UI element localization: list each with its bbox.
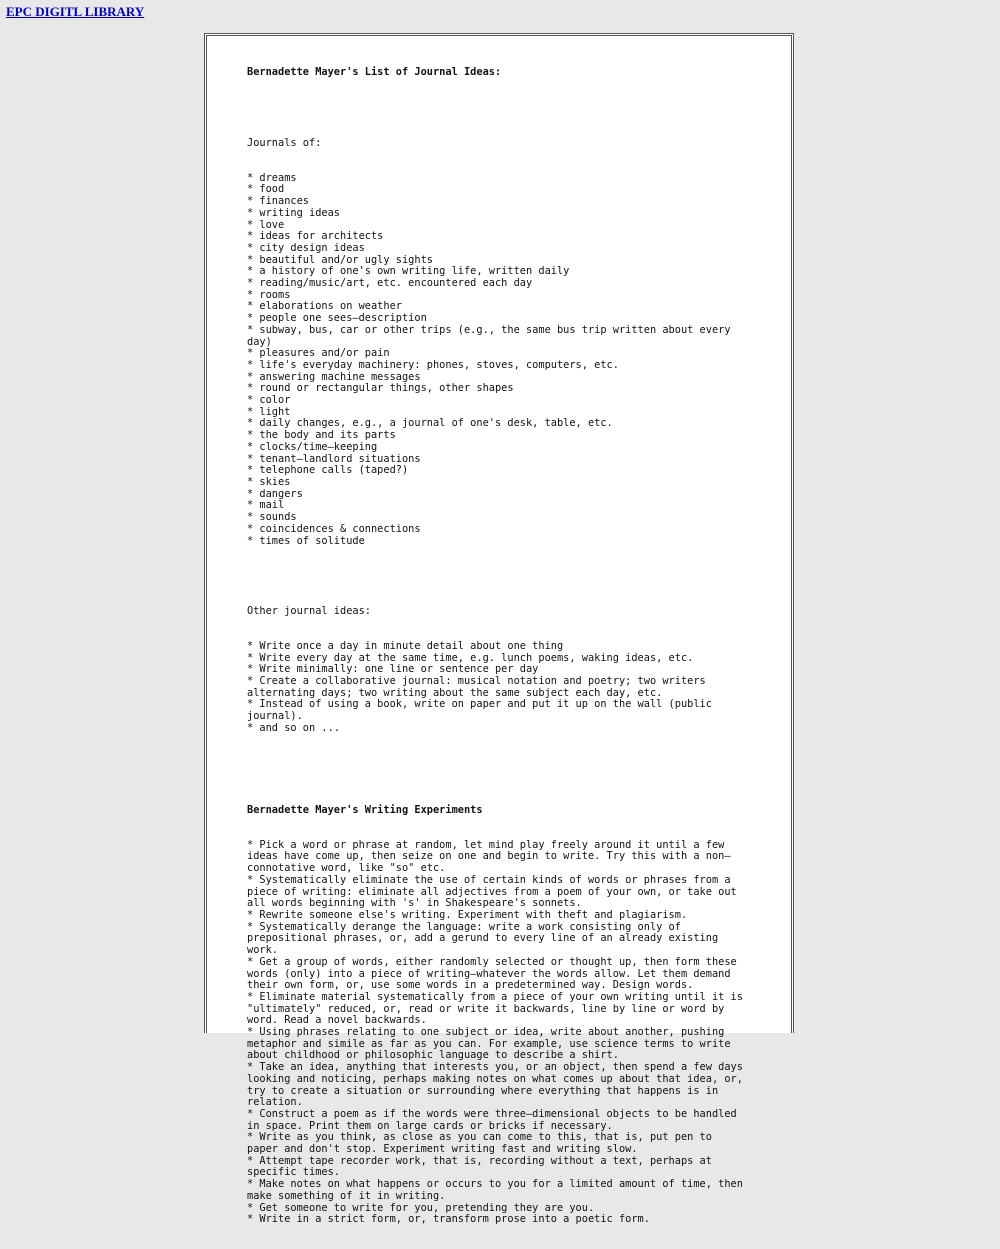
list-item: * city design ideas — [247, 241, 365, 254]
list-item: * Create a collaborative journal: musical notation and poetry; two writers alternating days; two writing about the same subject each day, etc. — [247, 674, 712, 699]
list-item: * color — [247, 394, 291, 407]
list-item: * Instead of using a book, write on paper and put it up on the wall (public journal). — [247, 698, 719, 723]
list-item: * Eliminate material systematically from a piece of your own writing until it is "ultimately" reduced, or, read or write it backwards, line by line or word by word. Read a novel backwards. — [247, 990, 750, 1027]
journal-intro: Journals of: — [247, 136, 322, 149]
list-item: * Construct a poem as if the words were three—dimensional objects to be handled in space. Print them on large cards or bricks if necessary. — [247, 1107, 743, 1132]
list-item: * round or rectangular things, other shapes — [247, 382, 514, 395]
site-home-link[interactable]: EPC DIGITL LIBRARY — [6, 4, 145, 19]
list-item: * and so on ... — [247, 721, 340, 734]
list-item: * a history of one's own writing life, written daily — [247, 265, 570, 278]
list-item: * Take an idea, anything that interests you, or an object, then spend a few days looking and noticing, perhaps making notes on what comes up about that idea, or, try to create a situation or surrounding where everything that happens is in relation. — [247, 1061, 750, 1109]
list-item: * times of solitude — [247, 534, 365, 547]
list-item: * Write in a strict form, or, transform prose into a poetic form. — [247, 1213, 650, 1226]
list-item: * food — [247, 183, 285, 196]
spacer — [247, 571, 747, 583]
list-item: * dangers — [247, 487, 303, 500]
list-item: * rooms — [247, 288, 291, 301]
list-item: * Write as you think, as close as you can come to this, that is, put pen to paper and don't stop. Experiment writing fast and writing slow. — [247, 1131, 719, 1156]
list-item: * beautiful and/or ugly sights — [247, 253, 433, 266]
list-item: * Using phrases relating to one subject or idea, write about another, pushing metaphor and simile as far as you can. For example, use science terms to write about childhood or philosophic language to describe a shirt. — [247, 1026, 737, 1062]
list-item: * answering machine messages — [247, 370, 421, 383]
list-item: * skies — [247, 476, 291, 488]
list-item: * Pick a word or phrase at random, let mind play freely around it until a few ideas have come up, then seize on one and begin to write. Try this with a non— connotative word, like "so" etc. — [247, 838, 737, 875]
journal-heading: Bernadette Mayer's List of Journal Ideas: — [247, 66, 502, 79]
list-item: * daily changes, e.g., a journal of one's desk, table, etc. — [247, 417, 613, 430]
list-item: * clocks/time—keeping — [247, 440, 378, 453]
list-item: * Write minimally: one line or sentence per day — [247, 663, 539, 676]
document-body — [247, 44, 750, 1249]
experiments-list — [247, 838, 750, 1226]
list-item: * finances — [247, 195, 309, 208]
experiments-heading: Bernadette Mayer's Writing Experiments — [247, 803, 483, 816]
list-item: * Get a group of words, either randomly selected or thought up, then form these words (only) into a piece of writing—whatever the words allow. Let them demand their own form, or, use some words in a predetermined way. Design words. — [247, 955, 743, 992]
list-item: * elaborations on weather — [247, 300, 402, 313]
list-item: * Write every day at the same time, e.g. lunch poems, waking ideas, etc. — [247, 651, 694, 664]
document-frame — [204, 33, 794, 1226]
list-item: * Rewrite someone else's writing. Experiment with theft and plagiarism. — [247, 908, 688, 921]
list-item: * the body and its parts — [247, 429, 396, 442]
list-item: * love — [247, 218, 285, 231]
list-item: * life's everyday machinery: phones, stoves, computers, etc. — [247, 358, 619, 371]
list-item: * subway, bus, car or other trips (e.g., the same bus trip written about every day) — [247, 323, 737, 348]
other-journal-intro: Other journal ideas: — [247, 604, 371, 617]
list-item: * dreams — [247, 171, 297, 184]
list-item: * Get someone to write for you, pretending they are you. — [247, 1201, 595, 1214]
list-item: * Attempt tape recorder work, that is, recording without a text, perhaps at specific times. — [247, 1154, 719, 1179]
list-item: * Write once a day in minute detail about one thing — [247, 639, 564, 652]
list-item: * mail — [247, 499, 285, 512]
list-item: * telephone calls (taped?) — [247, 464, 409, 477]
journal-list — [247, 173, 747, 548]
spacer — [247, 758, 747, 781]
list-item: * light — [247, 405, 291, 418]
list-item: * sounds — [247, 511, 297, 524]
list-item: * ideas for architects — [247, 230, 384, 243]
list-item: * coincidences & connections — [247, 522, 421, 535]
list-item: * pleasures and/or pain — [247, 347, 390, 360]
list-item: * Systematically derange the language: write a work consisting only of prepositional phrases, or, add a gerund to every line of an already existing work. — [247, 920, 725, 957]
list-item: * people one sees—description — [247, 312, 427, 325]
list-item: * tenant—landlord situations — [247, 452, 421, 465]
list-item: * writing ideas — [247, 206, 340, 219]
other-journal-list — [247, 641, 747, 735]
list-item: * Systematically eliminate the use of certain kinds of words or phrases from a piece of writing: eliminate all adjectives from a poem of your own, or take out all words beginning with 's' in Shakespeare's sonnets. — [247, 873, 743, 910]
list-item: * reading/music/art, etc. encountered each day — [247, 277, 533, 290]
spacer — [247, 103, 747, 115]
list-item: * Make notes on what happens or occurs to you for a limited amount of time, then make something of it in writing. — [247, 1178, 750, 1202]
